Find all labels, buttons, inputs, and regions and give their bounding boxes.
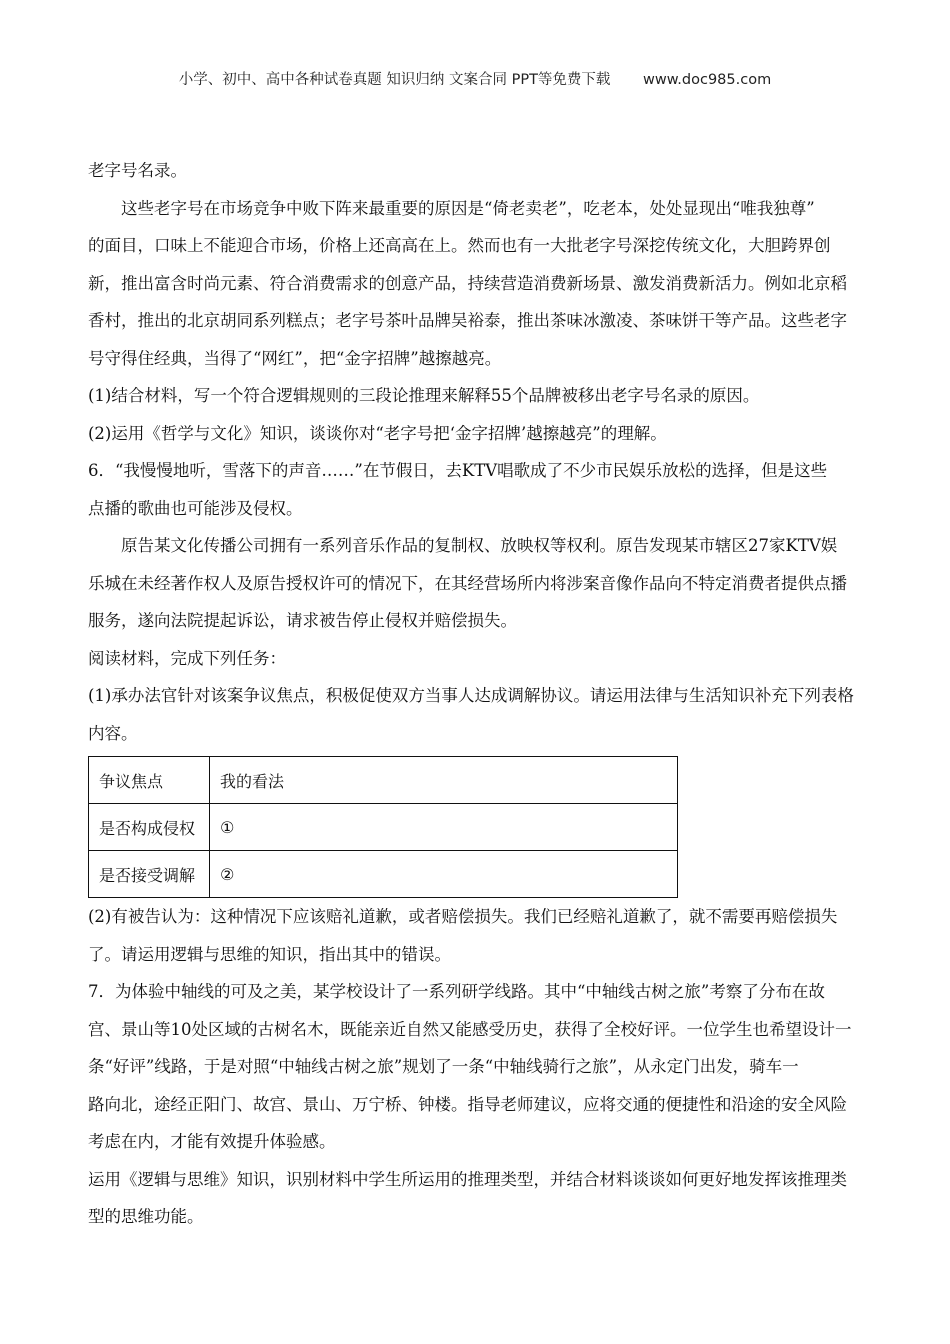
question-6-2: (2)有被告认为：这种情况下应该赔礼道歉，或者赔偿损失。我们已经赔礼道歉了，就不需要再赔偿损失 [88, 907, 838, 926]
header-url[interactable]: www.doc985.com [643, 72, 772, 88]
text-line: 这些老字号在市场竞争中败下阵来最重要的原因是“倚老卖老”，吃老本，处处显现出“唯我独尊” [121, 198, 815, 218]
question-6-1: (1)承办法官针对该案争议焦点，积极促使双方当事人达成调解协议。请运用法律与生活知识补充下列表格 [88, 686, 854, 705]
text-line: 服务，遂向法院提起诉讼，请求被告停止侵权并赔偿损失。 [88, 611, 517, 630]
task-instruction: 阅读材料，完成下列任务： [88, 648, 286, 668]
text-line: 老字号名录。 [88, 161, 187, 180]
table-row [89, 804, 678, 851]
question-5-1: (1)结合材料，写一个符合逻辑规则的三段论推理来解释55个品牌被移出老字号名录的原因。 [88, 386, 760, 405]
text-line: 路向北，途经正阳门、故宫、景山、万宁桥、钟楼。指导老师建议，应将交通的便捷性和沿途的安全风险 [88, 1094, 847, 1114]
header-text: 小学、初中、高中各种试卷真题 知识归纳 文案合同 PPT等免费下载 [178, 72, 611, 88]
text-line: 的面目，口味上不能迎合市场，价格上还高高在上。然而也有一大批老字号深挖传统文化，大胆跨界创 [88, 236, 831, 255]
table-header-cell: 我的看法 [210, 757, 678, 804]
table-cell: ① [210, 804, 678, 851]
question-5-2: (2)运用《哲学与文化》知识，谈谈你对“老字号把‘金字招牌’越擦越亮”的理解。 [88, 423, 667, 443]
text-line: 原告某文化传播公司拥有一系列音乐作品的复制权、放映权等权利。原告发现某市辖区27家KTV娱 [121, 536, 838, 555]
table-cell: 是否构成侵权 [89, 804, 210, 851]
page-header [0, 68, 950, 89]
text-line: 新，推出富含时尚元素、符合消费需求的创意产品，持续营造消费新场景、激发消费新活力。例如北京稻 [88, 273, 847, 293]
text-line: 点播的歌曲也可能涉及侵权。 [88, 498, 303, 518]
table-row [89, 851, 678, 898]
text-line: 考虑在内，才能有效提升体验感。 [88, 1132, 336, 1151]
text-line: 了。请运用逻辑与思维的知识，指出其中的错误。 [88, 944, 451, 964]
question-7-task: 运用《逻辑与思维》知识，识别材料中学生所运用的推理类型，并结合材料谈谈如何更好地发挥该推理类 [88, 1169, 847, 1189]
text-line: 号守得住经典，当得了“网红”，把“金字招牌”越擦越亮。 [88, 348, 502, 368]
document-body [88, 152, 868, 1236]
text-line: 香村，推出的北京胡同系列糕点；老字号茶叶品牌吴裕泰，推出茶味冰激凌、茶味饼干等产品。这些老字 [88, 311, 847, 330]
table-header-row [89, 757, 678, 804]
text-line: 乐城在未经著作权人及原告授权许可的情况下，在其经营场所内将涉案音像作品向不特定消费者提供点播 [88, 573, 847, 593]
question-6-title: 6．“我慢慢地听，雪落下的声音……”在节假日，去KTV唱歌成了不少市民娱乐放松的选择，但是这些 [88, 461, 828, 480]
text-line: 宫、景山等10处区域的古树名木，既能亲近自然又能感受历史，获得了全校好评。一位学生也希望设计一 [88, 1019, 852, 1039]
table-cell: ② [210, 851, 678, 898]
table-header-cell: 争议焦点 [89, 757, 210, 804]
question-7-title: 7．为体验中轴线的可及之美，某学校设计了一系列研学线路。其中“中轴线古树之旅”考察了分布在故 [88, 982, 825, 1001]
text-line: 条“好评”线路，于是对照“中轴线古树之旅”规划了一条“中轴线骑行之旅”，从永定门出发，骑车一 [88, 1057, 799, 1076]
table-cell: 是否接受调解 [89, 851, 210, 898]
text-line: 型的思维功能。 [88, 1207, 204, 1226]
dispute-table [88, 756, 678, 898]
text-line: 内容。 [88, 723, 138, 743]
